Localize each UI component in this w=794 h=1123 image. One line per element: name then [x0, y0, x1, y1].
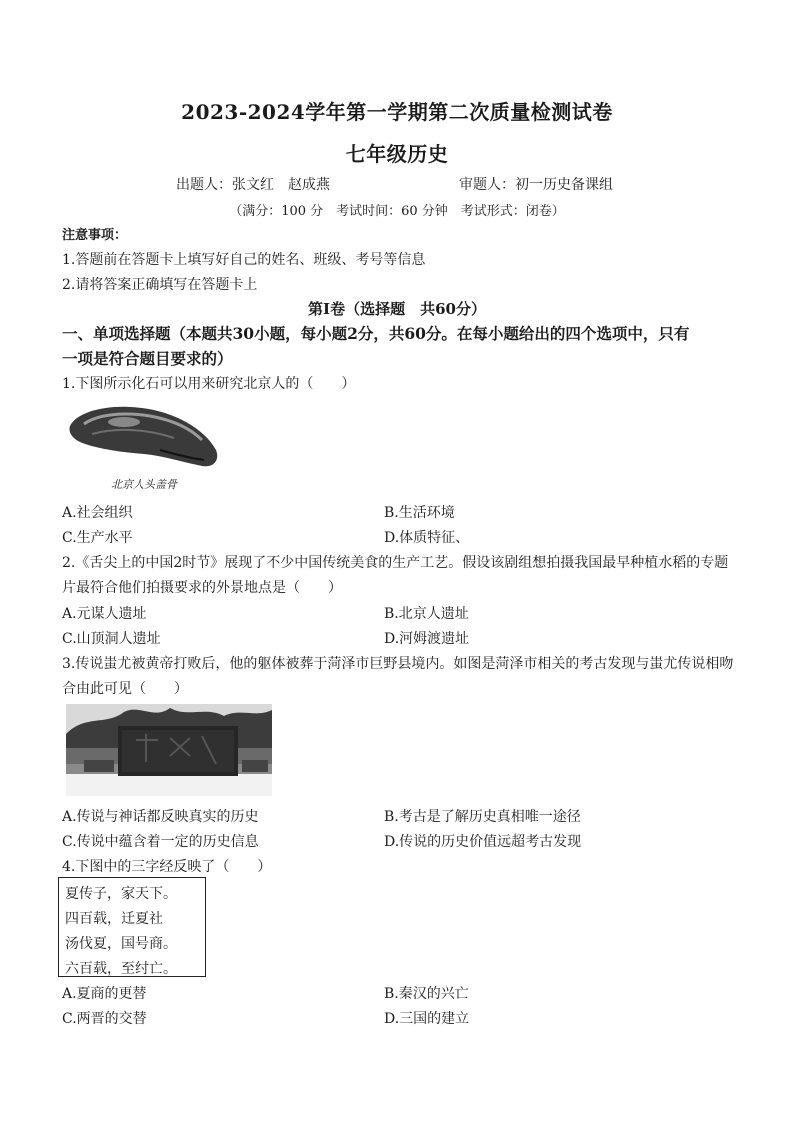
q4-option-b: B.秦汉的兴亡	[384, 986, 469, 1002]
q2-option-a: A.元谋人遗址	[62, 606, 147, 622]
question-1-stem: 1.下图所示化石可以用来研究北京人的（ ）	[62, 376, 356, 392]
q2-option-d: D.河姆渡遗址	[384, 631, 470, 647]
q2-option-c: C.山顶洞人遗址	[62, 631, 161, 647]
question-2-stem-line1: 2.《舌尖上的中国2时节》展现了不少中国传统美食的生产工艺。假设该剧组想拍摄我国最早种植水稻的专题	[62, 555, 729, 571]
tomb-site-image	[66, 704, 272, 796]
part-instruction-line1: 一、单项选择题（本题共30小题，每小题2分，共60分。在每小题给出的四个选项中，只有	[62, 324, 690, 343]
tomb-site-photo	[66, 704, 272, 796]
poem-line: 夏传子，家天下。	[65, 886, 177, 902]
question-3-stem-line2: 合由此可见（ ）	[62, 681, 188, 697]
q4-option-d: D.三国的建立	[384, 1011, 470, 1027]
q3-option-b: B.考古是了解历史真相唯一途径	[384, 809, 581, 825]
three-character-classic-box	[58, 877, 206, 977]
poem-line: 四百载，迁夏社	[65, 911, 163, 927]
notice-item: 1.答题前在答题卡上填写好自己的姓名、班级、考号等信息	[62, 252, 426, 268]
poem-line: 六百载，至纣亡。	[65, 961, 177, 977]
q1-option-c: C.生产水平	[62, 530, 133, 546]
poem-line: 汤伐夏，国号商。	[65, 936, 177, 952]
question-2-stem-line2: 片最符合他们拍摄要求的外景地点是（ ）	[62, 580, 342, 596]
skull-fossil-figure	[64, 398, 224, 494]
question-3-stem-line1: 3.传说蚩尤被黄帝打败后，他的躯体被葬于菏泽市巨野县境内。如图是菏泽市相关的考古发现与蚩尤传说相吻	[62, 656, 734, 672]
figure-caption: 北京人头盖骨	[111, 478, 177, 491]
q4-option-a: A.夏商的更替	[62, 986, 147, 1002]
section-title: 第Ⅰ卷（选择题 共60分）	[308, 300, 486, 318]
exam-info: （满分：100 分 考试时间：60 分钟 考试形式：闭卷）	[229, 204, 565, 219]
part-instruction-line2: 一项是符合题目要求的）	[62, 349, 233, 368]
exam-title: 2023-2024学年第一学期第二次质量检测试卷	[181, 100, 613, 124]
exam-subject: 七年级历史	[345, 142, 449, 166]
notice-item: 2.请将答案正确填写在答题卡上	[62, 277, 258, 293]
setter-line: 出题人：张文红 赵成燕	[176, 177, 330, 193]
q1-option-d: D.体质特征、	[384, 530, 470, 546]
q1-option-a: A.社会组织	[62, 505, 133, 521]
q3-option-c: C.传说中蕴含着一定的历史信息	[62, 834, 259, 850]
q2-option-b: B.北京人遗址	[384, 606, 469, 622]
q1-option-b: B.生活环境	[384, 505, 455, 521]
q4-option-c: C.两晋的交替	[62, 1011, 147, 1027]
q3-option-a: A.传说与神话都反映真实的历史	[62, 809, 259, 825]
skull-fossil-image	[64, 398, 224, 494]
notice-heading: 注意事项：	[62, 228, 128, 243]
reviewer-line: 审题人：初一历史备课组	[459, 177, 613, 193]
question-4-stem: 4.下图中的三字经反映了（ ）	[62, 859, 272, 875]
q3-option-d: D.传说的历史价值远超考古发现	[384, 834, 582, 850]
